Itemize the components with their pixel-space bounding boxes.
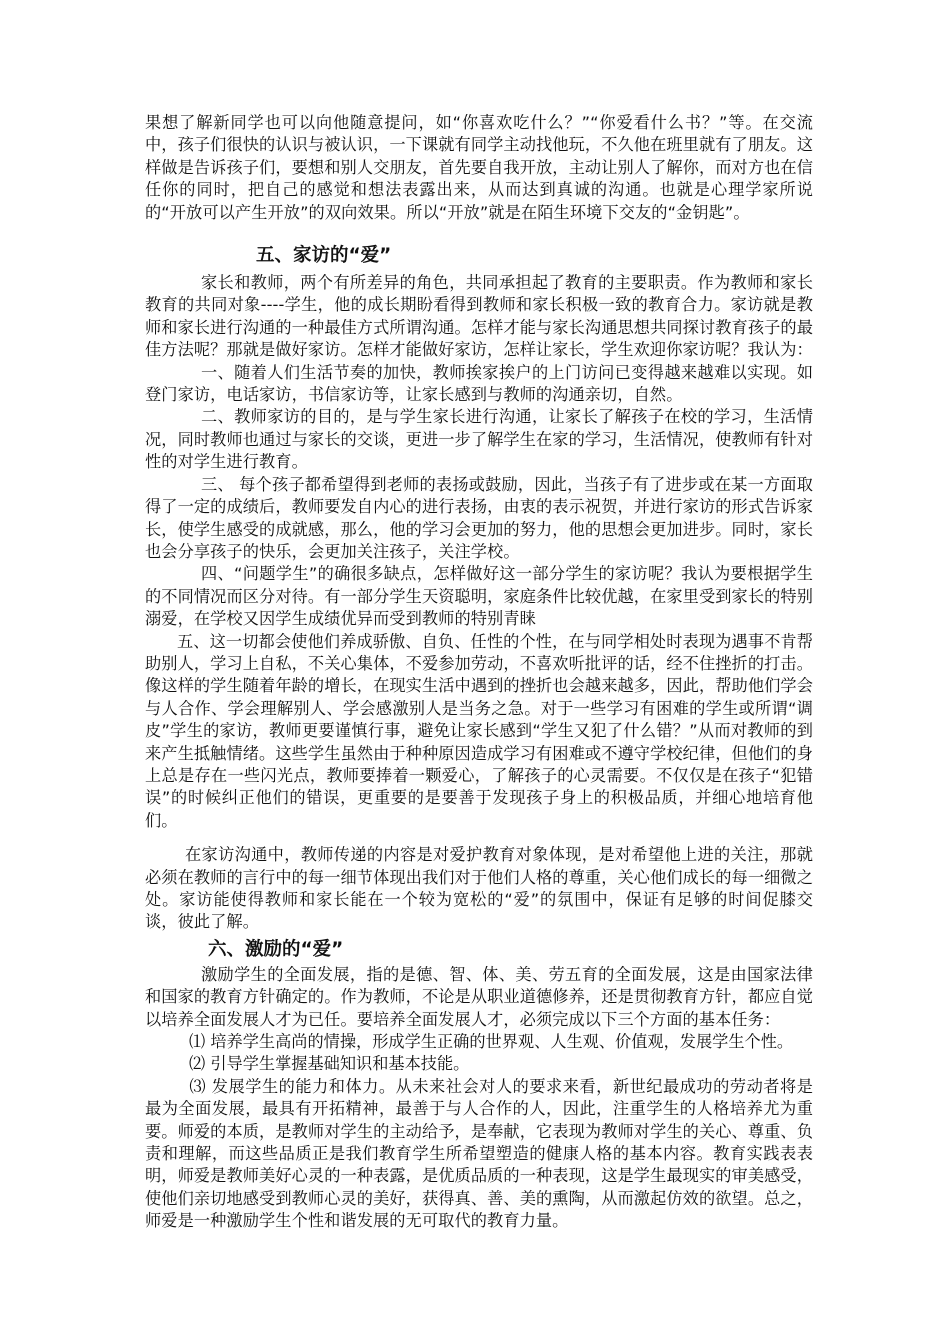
section-5-point-2: 二、教师家访的目的，是与学生家长进行沟通，让家长了解孩子在校的学习，生活情况，同时教师也通过与家长的交谈，更进一步了解学生在家的学习，生活情况，使教师有针对性的对学生进行教育。 — [145, 407, 813, 472]
section-5-point-4: 四、“问题学生”的确很多缺点，怎样做好这一部分学生的家访呢？我认为要根据学生的不同情况而区分对待。有一部分学生天资聪明，家庭条件比较优越，在家里受到家长的特别溺爱，在学校又因学生成绩优异而受到教师的特别青睐 — [145, 564, 813, 629]
section-5-paragraph-1: 家长和教师，两个有所差异的角色，共同承担起了教育的主要职责。作为教师和家长教育的共同对象----学生，他的成长期盼看得到教师和家长积极一致的教育合力。家访就是教师和家长进行沟通的一种最佳方式所谓沟通。怎样才能与家长沟通思想共同探讨教育孩子的最佳方法呢？那就是做好家访。怎样才能做好家访，怎样让家长，学生欢迎你家访呢？我认为： — [145, 273, 813, 360]
section-6-item-3-text: ⑶ 发展学生的能力和体力。从未来社会对人的要求来看，新世纪最成功的劳动者将是最为全面发展，最具有开拓精神，最善于与人合作的人，因此，注重学生的人格培养尤为重要。师爱的本质，是教师对学生的主动给予，是奉献，它表现为教师对学生的关心、尊重、负责和理解，而这些品质正是我们教育学生所希望塑造的健康人格的基本内容。教育实践表表明，师爱是教师美好心灵的一种表露，是优质品质的一种表现，这是学生最现实的审美感受，使他们亲切地感受到教师心灵的美好，获得真、善、美的熏陶，从而激起仿效的欲望。总之，师爱是一种激励学生个性和谐发展的无可取代的教育力量。 — [145, 1076, 813, 1231]
section-6-item-2: ⑵ 引导学生掌握基础知识和基本技能。 — [189, 1054, 470, 1074]
document-page — [145, 112, 813, 1233]
intro-paragraph: 果想了解新同学也可以向他随意提问，如“你喜欢吃什么？”“你爱看什么书？”等。在交流中，孩子们很快的认识与被认识，一下课就有同学主动找他玩，不久他在班里就有了朋友。这样做是告诉孩子们，要想和别人交朋友，首先要自我开放，主动让别人了解你，而对方也在信任你的同时，把自己的感觉和想法表露出来，从而达到真诚的沟通。也就是心理学家所说的“开放可以产生开放”的双向效果。所以“开放”就是在陌生环境下交友的“金钥匙”。 — [145, 113, 813, 222]
section-5-point-5: 五、这一切都会使他们养成骄傲、自负、任性的个性，在与同学相处时表现为遇事不肯帮助别人，学习上自私，不关心集体，不爱参加劳动，不喜欢听批评的话，经不住挫折的打击。像这样的学生随着年龄的增长，在现实生活中遇到的挫折也会越来越多，因此，帮助他们学会与人合作、学会理解别人、学会感激别人是当务之急。对于一些学习有困难的学生或所谓“调皮”学生的家访，教师更要谨慎行事，避免让家长感到“学生又犯了什么错？”从而对教师的到来产生抵触情绪。这些学生虽然由于种种原因造成学习有困难或不遵守学校纪律，但他们的身上总是存在一些闪光点，教师要捧着一颗爱心，了解孩子的心灵需要。不仅仅是在孩子“犯错误”的时候纠正他们的错误，更重要的是要善于发现孩子身上的积极品质，并细心地培育他们。 — [145, 631, 813, 830]
section-5-point-1: 一、随着人们生活节奏的加快，教师挨家挨户的上门访问已变得越来越难以实现。如登门家访，电话家访，书信家访等，让家长感到与教师的沟通亲切，自然。 — [145, 362, 813, 405]
section-6-item-3 — [145, 1076, 813, 1233]
section-5-heading: 五、家访的“爱” — [256, 245, 392, 267]
section-6-paragraph-1: 激励学生的全面发展，指的是德、智、体、美、劳五育的全面发展，这是由国家法律和国家的教育方针确定的。作为教师，不论是从职业道德修养，还是贯彻教育方针，都应自觉以培养全面发展人才为已任。要培养全面发展人才，必须完成以下三个方面的基本任务： — [145, 964, 813, 1029]
section-6-item-1: ⑴ 培养学生高尚的情操，形成学生正确的世界观、人生观、价值观，发展学生个性。 — [189, 1032, 794, 1052]
section-5-paragraph-summary: 在家访沟通中，教师传递的内容是对爱护教育对象体现，是对希望他上进的关注，那就必须在教师的言行中的每一细节体现出我们对于他们人格的尊重，关心他们成长的每一细微之处。家访能使得教师和家长能在一个较为宽松的“爱”的氛围中，保证有足够的时间促膝交谈，彼此了解。 — [145, 845, 813, 932]
section-6-heading: 六、激励的“爱” — [208, 938, 344, 960]
section-5-point-3: 三、 每个孩子都希望得到老师的表扬或鼓励，因此，当孩子有了进步或在某一方面取得了一定的成绩后，教师要发自内心的进行表扬，由衷的表示祝贺，并进行家访的形式告诉家长，使学生感受的成就感，那么，他的学习会更加的努力，他的思想会更加进步。同时，家长也会分享孩子的快乐，会更加关注孩子，关注学校。 — [145, 474, 813, 561]
